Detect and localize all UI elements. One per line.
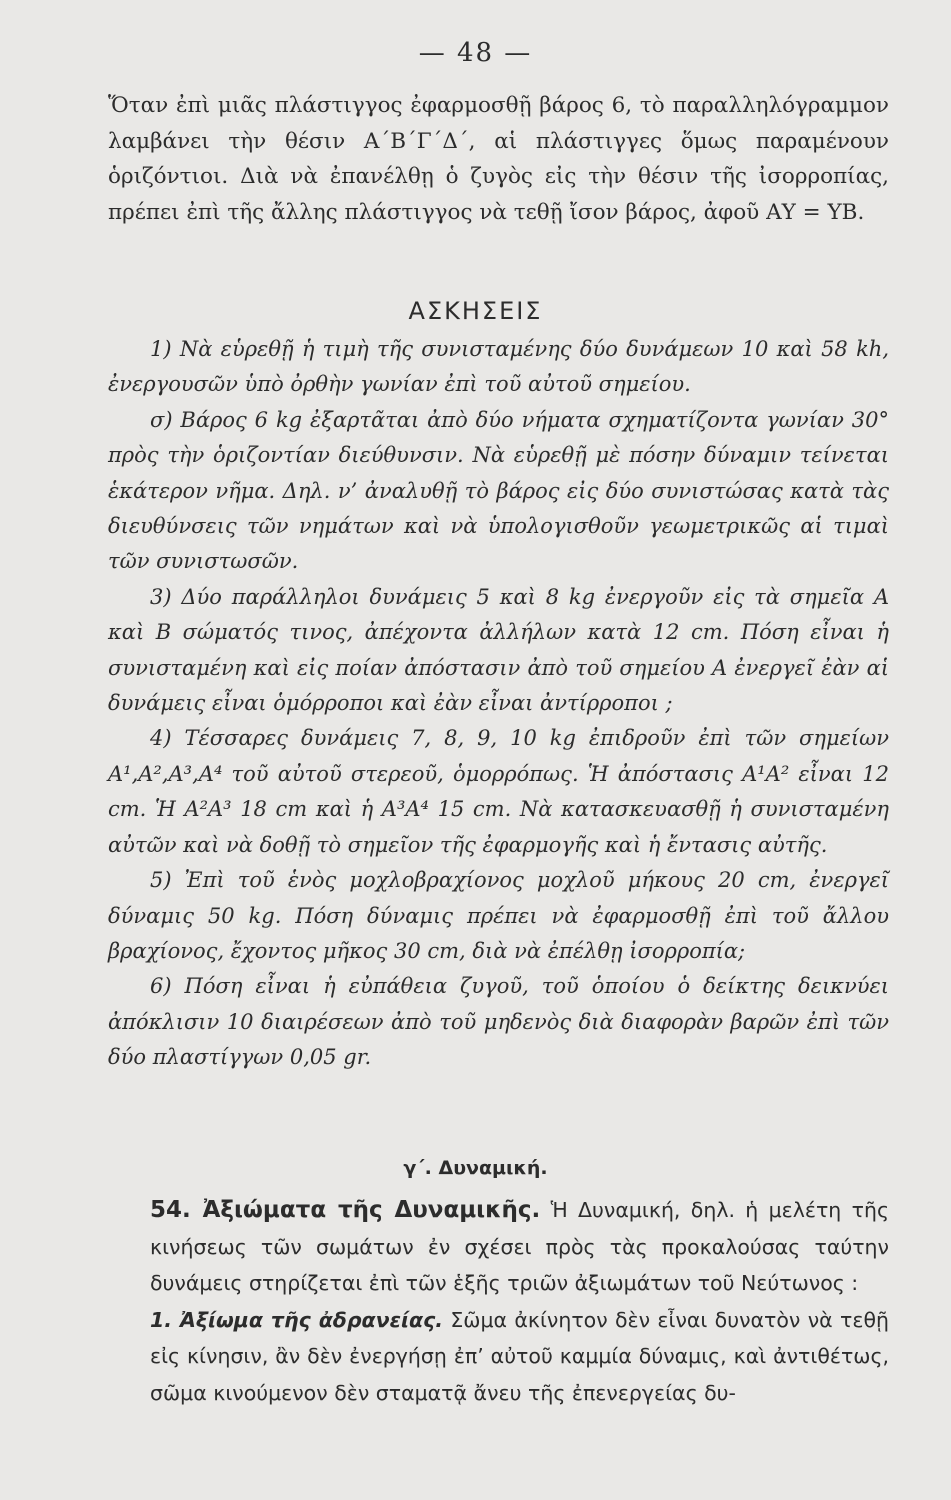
intro-paragraph: [108, 88, 889, 230]
axiom-title: 1. Ἀξίωμα τῆς ἀδρανείας.: [150, 1307, 444, 1332]
axiom-text: Σῶμα ἀκίνητον δὲν εἶναι δυνατὸν νὰ τεθῇ εἰς κίνησιν, ἂν δὲν ἐνεργήσῃ ἐπ’ αὐτοῦ καμμία δύναμις, καὶ ἀντιθέτως, σῶμα κινούμενον δὲν σταματᾷ ἄνευ τῆς ἐπενεργείας δυ-: [150, 1307, 889, 1405]
exercise-item: 6) Πόση εἶναι ἡ εὐπάθεια ζυγοῦ, τοῦ ὁποίου ὁ δείκτης δεικνύει ἀπόκλισιν 10 διαιρέσεων ἀπὸ τοῦ μηδενὸς διὰ διαφορὰν βαρῶν ἐπὶ τῶν δύο πλαστίγγων 0,05 gr.: [108, 974, 889, 1070]
exercise-item: 4) Τέσσαρες δυνάμεις 7, 8, 9, 10 kg ἐπιδροῦν ἐπὶ τῶν σημείων Α¹,Α²,Α³,Α⁴ τοῦ αὐτοῦ στερεοῦ, ὁμορρόπως. Ἡ ἀπόστασις Α¹Α² εἶναι 12 cm. Ἡ Α²Α³ 18 cm καὶ ἡ Α³Α⁴ 15 cm. Νὰ κατασκευασθῇ ἡ συνισταμένη αὐτῶν καὶ νὰ δοθῇ τὸ σημεῖον τῆς ἐφαρμογῆς καὶ ἡ ἔντασις αὐτῆς.: [108, 726, 889, 857]
section-paragraph: [108, 1192, 889, 1302]
exercise-item: 1) Νὰ εὑρεθῇ ἡ τιμὴ τῆς συνισταμένης δύο δυνάμεων 10 καὶ 58 kh, ἐνεργουσῶν ὑπὸ ὀρθὴν γωνίαν ἐπὶ τοῦ αὐτοῦ σημείου.: [108, 337, 889, 397]
section-title: 54. Ἀξιώματα τῆς Δυναμικῆς.: [150, 1197, 541, 1223]
exercise-item: σ) Βάρος 6 kg ἐξαρτᾶται ἀπὸ δύο νήματα σχηματίζοντα γωνίαν 30° πρὸς τὴν ὁριζοντίαν διεύθυνσιν. Νὰ εὑρεθῇ μὲ πόσην δύναμιν τείνεται ἑκάτερον νῆμα. Δηλ. ν’ ἀναλυθῇ τὸ βάρος εἰς δύο συνιστώσας κατὰ τὰς διευθύνσεις τῶν νημάτων καὶ νὰ ὑπολογισθοῦν γεωμετρικῶς αἱ τιμαὶ τῶν συνιστωσῶν.: [108, 407, 889, 574]
exercises-list: [108, 332, 889, 1076]
exercise-item: 5) Ἐπὶ τοῦ ἑνὸς μοχλοβραχίονος μοχλοῦ μήκους 20 cm, ἐνεργεῖ δύναμις 50 kg. Πόση δύναμις πρέπει νὰ ἐφαρμοσθῇ ἐπὶ τοῦ ἄλλου βραχίονος, ἔχοντος μῆκος 30 cm, διὰ νὰ ἐπέλθῃ ἰσορροπία;: [108, 868, 889, 963]
exercise-item: 3) Δύο παράλληλοι δυνάμεις 5 καὶ 8 kg ἐνεργοῦν εἰς τὰ σημεῖα Α καὶ Β σώματός τινος, ἀπέχοντα ἀλλήλων κατὰ 12 cm. Πόση εἶναι ἡ συνισταμένη καὶ εἰς ποίαν ἀπόστασιν ἀπὸ τοῦ σημείου Α ἐνεργεῖ ἐὰν αἱ δυνάμεις εἶναι ὁμόρροποι καὶ ἐὰν εἶναι ἀντίρροποι ;: [108, 584, 889, 716]
dynamics-subheading: γ΄. Δυναμική.: [403, 1157, 548, 1179]
section-text: Ἡ Δυναμική, δηλ. ἡ μελέτη τῆς κινήσεως τῶν σωμάτων ἐν σχέσει πρὸς τὰς προκαλούσας ταύτην δυνάμεις στηρίζεται ἐπὶ τῶν ἑξῆς τριῶν ἀξιωμάτων τοῦ Νεύτωνος :: [150, 1198, 889, 1295]
intro-text: Ὅταν ἐπὶ μιᾶς πλάστιγγος ἐφαρμοσθῇ βάρος 6, τὸ παραλληλόγραμμον λαμβάνει τὴν θέσιν Α΄Β΄Γ΄Δ΄, αἱ πλάστιγγες ὅμως παραμένουν ὁριζόντιοι. Διὰ νὰ ἐπανέλθῃ ὁ ζυγὸς εἰς τὴν θέσιν τῆς ἰσορροπίας, πρέπει ἐπὶ τῆς ἄλλης πλάστιγγος νὰ τεθῇ ἴσον βάρος, ἀφοῦ ΑΥ = ΥΒ.: [108, 93, 889, 225]
axiom-paragraph: [108, 1302, 889, 1412]
dynamics-section: [108, 1192, 889, 1411]
page-number: — 48 —: [418, 38, 533, 68]
exercises-heading: ΑΣΚΗΣΕΙΣ: [408, 297, 543, 325]
